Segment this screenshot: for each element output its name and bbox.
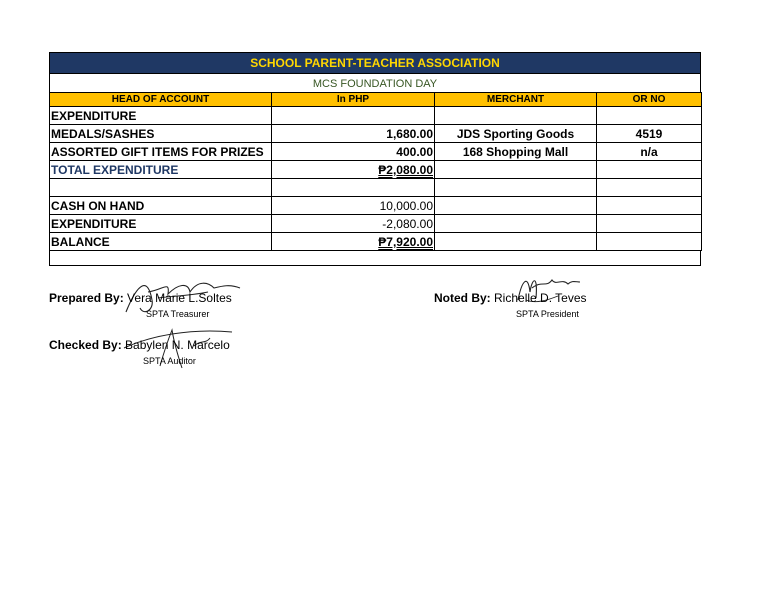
table-row [50,107,702,125]
merchant-cell [435,107,597,125]
noted-role: SPTA President [516,309,579,319]
total-label: TOTAL EXPENDITURE [50,161,272,179]
prepared-role: SPTA Treasurer [146,309,210,319]
table-row [50,215,702,233]
table-row [50,125,702,143]
account-cell: EXPENDITURE [50,107,272,125]
noted-name: Richelle D. Teves [494,291,587,305]
checked-role: SPTA Auditor [143,356,196,366]
col-head-of-account: HEAD OF ACCOUNT [50,93,272,107]
php-cell: 400.00 [272,143,435,161]
col-or-no: OR NO [597,93,702,107]
empty-cell [597,161,702,179]
checked-name: Babylen N. Marcelo [125,338,230,352]
noted-by-line [434,291,587,305]
table-row [50,233,702,251]
balance-amount: ₱7,920.00 [378,234,433,249]
php-cell [272,107,435,125]
expense-table [49,92,702,251]
table-header-row [50,93,702,107]
table-row [50,143,702,161]
table-bottom-border [49,251,701,266]
or-cell: 4519 [597,125,702,143]
cash-label: CASH ON HAND [50,197,272,215]
prepared-name: Vera Marie L.Soltes [127,291,232,305]
report-title: SCHOOL PARENT-TEACHER ASSOCIATION [49,52,701,74]
col-merchant: MERCHANT [435,93,597,107]
merchant-cell: 168 Shopping Mall [435,143,597,161]
total-row [50,161,702,179]
prepared-label: Prepared By: [49,291,124,305]
php-cell: 1,680.00 [272,125,435,143]
account-cell: MEDALS/SASHES [50,125,272,143]
prepared-by-line [49,291,232,305]
balance-label: BALANCE [50,233,272,251]
noted-label: Noted By: [434,291,491,305]
empty-cell [435,161,597,179]
checked-by-line [49,338,230,352]
or-cell [597,107,702,125]
report-subtitle: MCS FOUNDATION DAY [49,74,701,92]
cash-amount: 10,000.00 [272,197,435,215]
merchant-cell: JDS Sporting Goods [435,125,597,143]
checked-label: Checked By: [49,338,122,352]
col-in-php: In PHP [272,93,435,107]
account-cell: ASSORTED GIFT ITEMS FOR PRIZES [50,143,272,161]
financial-report-sheet [49,52,701,266]
spacer-row [50,179,702,197]
expenditure-label: EXPENDITURE [50,215,272,233]
table-row [50,197,702,215]
total-amount: ₱2,080.00 [378,162,433,177]
expenditure-amount: -2,080.00 [272,215,435,233]
or-cell: n/a [597,143,702,161]
